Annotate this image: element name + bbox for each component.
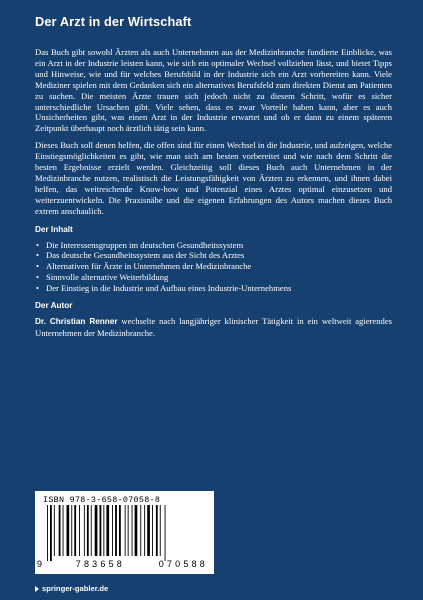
barcode-bar: [47, 505, 48, 561]
barcode-bar: [144, 505, 145, 556]
barcode-bar: [165, 505, 166, 561]
barcode-bar: [71, 505, 72, 556]
bullet-icon: •: [36, 272, 40, 283]
barcode-bar: [84, 505, 85, 556]
barcode-digit-group: 783658: [75, 559, 125, 569]
barcode-box: [35, 491, 214, 574]
list-item: [35, 272, 392, 283]
list-item-text: Alternativen für Ärzte in Unternehmen der Medizinbranche: [46, 261, 252, 272]
barcode-bar: [106, 505, 109, 556]
list-item-text: Der Einstieg in die Industrie und Aufbau eines Industrie-Unternehmens: [46, 283, 292, 294]
barcode-bar: [132, 505, 133, 556]
barcode-icon: [45, 505, 205, 561]
isbn-text: ISBN 978-3-658-07058-8: [43, 495, 161, 505]
barcode-bar: [160, 505, 161, 556]
publisher-link[interactable]: [35, 584, 108, 593]
bullet-icon: •: [36, 261, 40, 272]
barcode-bar: [59, 505, 61, 556]
barcode-bar: [95, 505, 98, 556]
barcode-digits: [37, 559, 212, 569]
description-block: [35, 47, 392, 345]
list-item: [35, 240, 392, 251]
description-paragraph-1: Das Buch gibt sowohl Ärzten als auch Unternehmen aus der Medizinbranche fundierte Einblicke, was ein Arzt in der Industrie leisten kann, wie sich ein optimaler Wechsel vollziehen lässt, und bietet Tipps und Hinweise, wie und für welches Berufsbild in der Industrie sich ein Arzt vorbereiten kann. Viele Mediziner spielen mit dem Gedanken sich ein alternatives Berufsfeld zum direkten Dienst am Patienten zu suchen. Die meisten Ärzte trauen sich jedoch nicht zu diesem Schritt, wofür es sicher unterschiedliche Ursachen gibt. Viele sehen, dass es zwar Vorteile haben kann, aber es auch Unsicherheiten gibt, was einen Arzt in der Industrie erwartet und ob er dann zu einem späteren Zeitpunkt überhaupt noch ärztlich tätig sein kann.: [35, 47, 392, 134]
contents-list: [35, 240, 392, 295]
barcode-bar: [100, 505, 102, 556]
barcode-bar: [128, 505, 129, 556]
barcode-bar: [147, 505, 150, 556]
barcode-bar: [152, 505, 153, 556]
barcode-bar: [140, 505, 141, 556]
barcode-bar: [125, 505, 126, 556]
list-item: [35, 250, 392, 261]
list-item-text: Die Interessensgruppen im deutschen Gesundheitssystem: [46, 239, 244, 250]
list-item-text: Das deutsche Gesundheitssystem aus der Sicht des Arztes: [46, 250, 245, 261]
barcode-bar: [87, 505, 89, 556]
author-bio-text: wechselte nach langjähriger klinischer Tätigkeit in ein weltweit agierendes Unternehmen der Medizinbranche.: [35, 315, 392, 338]
barcode-bar: [74, 505, 76, 556]
contents-heading: Der Inhalt: [35, 224, 73, 234]
barcode-bar: [91, 505, 92, 556]
barcode-bar: [79, 505, 80, 556]
author-heading: Der Autor: [35, 301, 73, 311]
bullet-icon: •: [36, 239, 40, 250]
barcode-bar: [63, 505, 64, 556]
barcode-bar: [103, 505, 104, 556]
barcode-bar: [67, 505, 70, 556]
list-item: [35, 283, 392, 294]
publisher-website: springer-gabler.de: [42, 584, 109, 593]
barcode-bar: [50, 505, 52, 561]
list-item-text: Sinnvolle alternative Weiterbildung: [46, 272, 169, 283]
barcode-bar: [112, 505, 113, 556]
barcode-digit-group: 070588: [158, 559, 208, 569]
barcode-bar: [156, 505, 158, 556]
bullet-icon: •: [36, 250, 40, 261]
barcode-digit-group: 9: [37, 559, 43, 569]
author-name: Dr. Christian Renner: [35, 316, 118, 326]
arrow-right-icon: [35, 586, 39, 592]
barcode-bar: [115, 505, 117, 556]
description-paragraph-2: Dieses Buch soll denen helfen, die offen sind für einen Wechsel in die Industrie, und aufzeigen, welche Einstiegsmöglichkeiten es gibt, wie man sich am besten vorbereitet und wie nach dem Schritt die besten Ergebnisse erzielt werden. Gleichzeitig soll dieses Buch auch Unternehmen in der Medizinbranche nutzen, realistisch die Leistungsfähigkeit von Ärzten zu erkennen, und ihnen dabei helfen, das weitreichende Know-how und Potenzial eines Arztes optimal einzusetzen und weiterzuentwickeln. Die Praxisnähe und die eigenen Erfahrungen des Autors machen dieses Buch extrem anschaulich.: [35, 140, 392, 216]
barcode-bar: [135, 505, 138, 556]
book-title: Der Arzt in der Wirtschaft: [35, 14, 192, 29]
author-bio: [35, 316, 392, 339]
barcode-bar: [119, 505, 121, 556]
bullet-icon: •: [36, 283, 40, 294]
barcode-bar: [54, 505, 55, 556]
list-item: [35, 261, 392, 272]
